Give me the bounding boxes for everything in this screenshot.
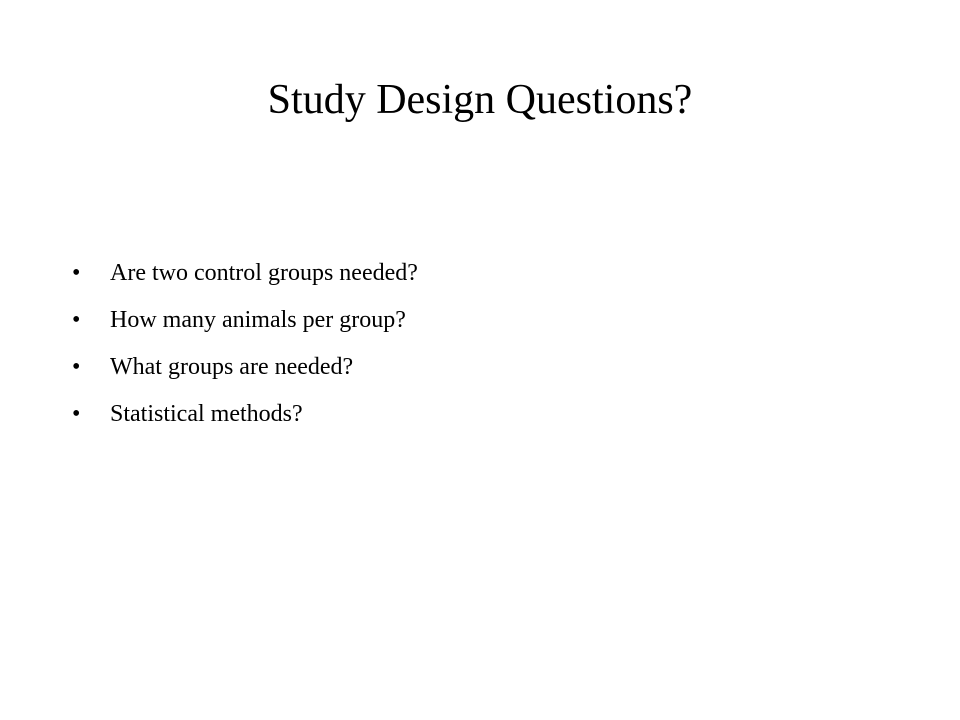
bullet-text: Statistical methods?: [110, 401, 303, 427]
bullet-list: [72, 256, 418, 444]
bullet-text: How many animals per group?: [110, 307, 406, 333]
bullet-text: What groups are needed?: [110, 354, 354, 380]
bullet-marker: •: [72, 354, 81, 380]
bullet-item: [72, 350, 418, 385]
bullet-text: Are two control groups needed?: [110, 260, 418, 286]
bullet-marker: •: [72, 401, 81, 427]
bullet-marker: •: [72, 260, 81, 286]
bullet-item: [72, 256, 418, 291]
slide-title: Study Design Questions?: [267, 77, 693, 123]
bullet-item: [72, 397, 418, 432]
bullet-item: [72, 303, 418, 338]
bullet-marker: •: [72, 307, 81, 333]
